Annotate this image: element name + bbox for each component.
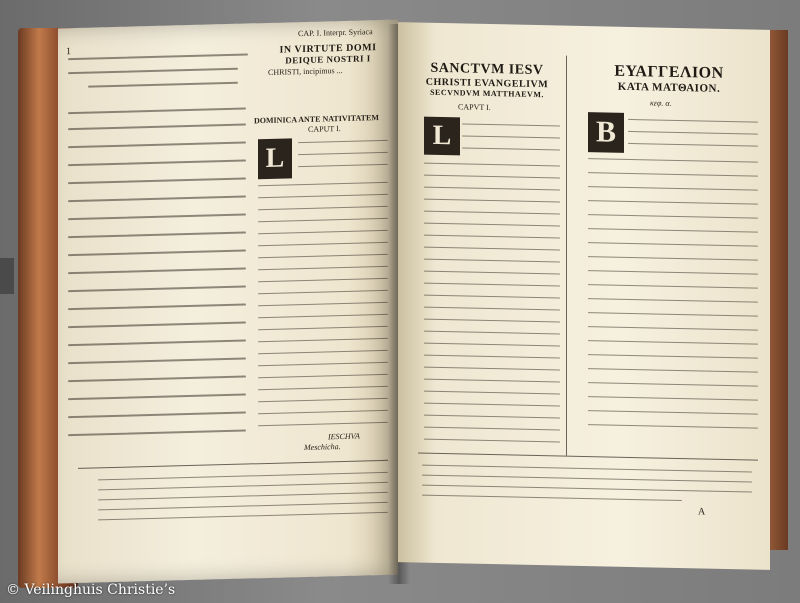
text-line (424, 331, 560, 335)
text-line (424, 355, 560, 359)
text-line (588, 396, 758, 401)
text-line (424, 283, 560, 287)
text-line (68, 268, 246, 275)
text-line (424, 247, 560, 251)
text-line (68, 430, 246, 437)
text-line (588, 354, 758, 359)
text-line (68, 250, 246, 257)
text-line (68, 358, 246, 365)
left-subheader-2: DEIQUE NOSTRI I (285, 53, 371, 66)
text-line (424, 175, 560, 179)
text-line (68, 196, 246, 203)
text-line (98, 472, 388, 481)
text-line (258, 398, 388, 402)
text-line (424, 199, 560, 203)
text-line (68, 286, 246, 293)
latin-title-2: CHRISTI EVANGELIVM (425, 76, 549, 91)
text-line (422, 495, 682, 501)
text-line (298, 152, 388, 155)
left-header: CAP. I. Interpr. Syriaca (298, 27, 373, 39)
text-line (588, 284, 758, 289)
text-line (628, 131, 758, 135)
text-line (588, 382, 758, 387)
text-line (68, 214, 246, 221)
greek-chapter: κεφ. α. (650, 98, 672, 108)
section-title: DOMINICA ANTE NATIVITATEM (254, 113, 379, 126)
text-line (68, 124, 246, 131)
text-line (258, 302, 388, 306)
text-line (588, 424, 758, 429)
text-line (68, 108, 246, 115)
text-line (258, 218, 388, 222)
text-line (462, 135, 560, 138)
text-line (424, 259, 560, 263)
text-line (588, 256, 758, 261)
text-line (588, 172, 758, 177)
text-line (588, 368, 758, 373)
left-chapter: CAPUT I. (308, 124, 341, 134)
text-line (424, 367, 560, 371)
closing-phrase: Meschicha. (304, 442, 341, 453)
latin-title-1: SANCTVM IESV (430, 60, 544, 79)
text-line (98, 482, 388, 491)
text-line (98, 512, 388, 521)
text-line (258, 362, 388, 366)
text-line (424, 415, 560, 419)
latin-dropcap: L (424, 117, 460, 156)
greek-title-1: ΕΥΑΓΓΕΛΙΟΝ (614, 62, 724, 82)
text-line (258, 338, 388, 342)
text-line (588, 228, 758, 233)
text-line (68, 322, 246, 329)
text-line (422, 465, 752, 473)
text-line (258, 314, 388, 318)
text-line (68, 232, 246, 239)
footer-rule (418, 453, 758, 461)
text-line (424, 295, 560, 299)
text-line (462, 123, 560, 126)
text-line (588, 340, 758, 345)
text-line (258, 350, 388, 354)
text-line (68, 394, 246, 401)
signature-mark: A (698, 506, 706, 518)
text-line (588, 214, 758, 219)
text-line (588, 242, 758, 247)
greek-dropcap: Β (588, 112, 624, 153)
text-line (98, 492, 388, 501)
text-line (98, 502, 388, 511)
text-line (68, 412, 246, 419)
text-line (628, 119, 758, 123)
text-line (258, 410, 388, 414)
text-line (424, 187, 560, 191)
greek-title-2: ΚΑΤΑ ΜΑΤΘΑΙΟΝ. (617, 80, 721, 95)
text-line (68, 178, 246, 185)
text-line (298, 140, 388, 143)
text-line (424, 271, 560, 275)
text-line (258, 326, 388, 330)
latin-title-3: SECVNDVM MATTHAEVM. (430, 87, 544, 100)
left-subheader-1: IN VIRTUTE DOMI (279, 42, 377, 56)
text-line (258, 254, 388, 258)
text-line (258, 194, 388, 198)
text-line (588, 158, 758, 163)
text-line (628, 143, 758, 147)
text-line (424, 211, 560, 215)
text-line (258, 278, 388, 282)
closing-name: IESCHVA (328, 431, 360, 442)
column-rule (566, 56, 567, 456)
text-line (258, 242, 388, 246)
text-line (258, 290, 388, 294)
text-line (422, 485, 752, 493)
left-page (58, 20, 398, 584)
text-line (68, 340, 246, 347)
text-line (588, 326, 758, 331)
text-line (424, 379, 560, 383)
right-page (398, 22, 770, 570)
footer-rule (78, 460, 388, 469)
text-line (588, 410, 758, 415)
text-line (424, 403, 560, 407)
text-line (588, 186, 758, 191)
side-tab (0, 258, 14, 294)
text-line (68, 142, 246, 149)
text-line (424, 439, 560, 443)
text-line (68, 160, 246, 167)
text-line (298, 164, 388, 167)
page-number: 1 (66, 46, 71, 58)
text-line (588, 298, 758, 303)
text-line (424, 391, 560, 395)
text-line (258, 266, 388, 270)
latin-chapter: CAPVT I. (458, 102, 491, 113)
text-line (588, 312, 758, 317)
text-line (258, 206, 388, 210)
text-line (258, 422, 388, 426)
text-line (424, 343, 560, 347)
text-line (462, 147, 560, 150)
text-line (68, 53, 248, 60)
left-dropcap: L (258, 138, 292, 179)
text-line (258, 374, 388, 378)
text-line (258, 230, 388, 234)
left-subheader-3: CHRISTI, incipimus ... (268, 65, 343, 77)
text-line (422, 475, 752, 483)
text-line (424, 307, 560, 311)
text-line (424, 319, 560, 323)
text-line (68, 304, 246, 311)
text-line (424, 427, 560, 431)
text-line (88, 82, 238, 88)
copyright-caption: © Veilinghuis Christie’s (6, 582, 176, 598)
text-line (588, 270, 758, 275)
text-line (424, 163, 560, 167)
text-line (424, 223, 560, 227)
text-line (588, 200, 758, 205)
text-line (258, 386, 388, 390)
text-line (68, 376, 246, 383)
text-line (68, 68, 238, 74)
text-line (424, 235, 560, 239)
text-line (258, 182, 388, 186)
